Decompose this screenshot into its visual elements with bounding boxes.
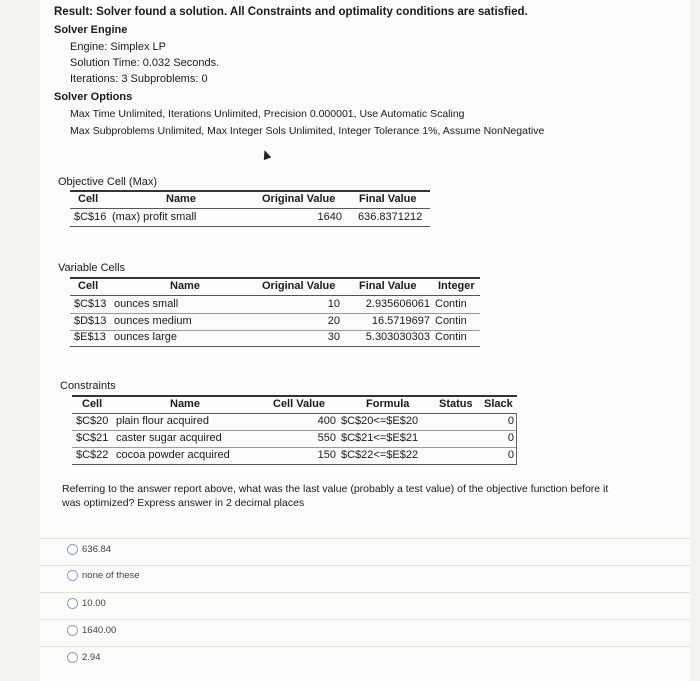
option-4-label: 1640.00 [82,625,117,636]
variables-row-1-original: 10 [327,298,340,310]
variables-row-rule [70,313,480,314]
option-divider [40,565,690,566]
variables-header-name: Name [170,280,200,292]
constraints-bottom-rule [72,464,517,465]
variables-row-2-name: ounces medium [114,315,192,327]
constraints-header-formula: Formula [366,398,410,410]
variables-row-3-cell: $E$13 [74,331,106,343]
radio-button[interactable] [67,625,78,636]
variables-row-2-cell: $D$13 [74,315,107,327]
variables-row-2-integer: Contin [435,315,467,327]
variables-header-final: Final Value [359,280,417,292]
objective-row-name: (max) profit small [112,211,197,223]
constraints-header-cell: Cell [82,398,103,410]
constraints-row-rule [72,447,517,448]
engine-value: Engine: Simplex LP [70,41,166,53]
objective-row-original: 1640 [317,211,342,223]
constraints-row-2-cell: $C$21 [76,432,109,444]
variables-row-3-original: 30 [327,331,340,343]
variables-row-3-final: 5.303030303 [365,331,430,343]
option-divider [40,538,690,539]
variables-title: Variable Cells [58,262,126,274]
objective-row-cell: $C$16 [74,211,107,223]
constraints-row-3-slack: 0 [507,449,514,461]
option-divider [40,592,690,593]
constraints-row-3-cell: $C$22 [76,449,109,461]
variables-row-1-name: ounces small [114,298,179,310]
constraints-header-slack: Slack [484,398,513,410]
iterations: Iterations: 3 Subproblems: 0 [70,73,208,85]
variables-top-rule [70,277,480,279]
question-line-1: Referring to the answer report above, what was the last value (probably a test value) of the objective function before it [62,483,609,495]
constraints-row-1-value: 400 [317,415,336,427]
objective-row-final: 636.8371212 [358,211,423,223]
variables-row-2-final: 16.5719697 [371,315,430,327]
result-text: Result: Solver found a solution. All Constraints and optimality conditions are satisfied. [54,6,528,18]
objective-header-cell: Cell [78,193,99,205]
objective-bottom-rule [70,226,430,227]
constraints-row-1-cell: $C$20 [76,415,109,427]
constraints-row-3-name: cocoa powder acquired [116,449,230,461]
screenshot-page [40,0,690,681]
constraints-row-3-formula: $C$22<=$E$22 [341,449,419,461]
options-heading: Solver Options [54,91,133,103]
options-line-2: Max Subproblems Unlimited, Max Integer Sols Unlimited, Integer Tolerance 1%, Assume NonNegative [70,125,545,137]
variables-bottom-rule [70,346,480,347]
constraints-row-1-formula: $C$20<=$E$20 [341,415,419,427]
constraints-row-2-name: caster sugar acquired [116,432,222,444]
option-1-label: 636.84 [82,544,112,555]
variables-row-2-original: 20 [327,315,340,327]
variables-header-rule [70,295,480,296]
constraints-row-1-name: plain flour acquired [116,415,209,427]
objective-header-name: Name [166,193,196,205]
constraints-row-3-value: 150 [317,449,336,461]
question-line-2: was optimized? Express answer in 2 decimal places [62,497,305,509]
constraints-header-value: Cell Value [273,398,325,410]
option-5-label: 2.94 [82,652,101,663]
slack-column-border [516,413,517,464]
options-line-1: Max Time Unlimited, Iterations Unlimited, Precision 0.000001, Use Automatic Scaling [70,108,465,120]
variables-header-integer: Integer [438,280,475,292]
constraints-row-rule [72,430,517,431]
solution-time: Solution Time: 0.032 Seconds. [70,57,220,69]
objective-header-rule [70,208,430,209]
constraints-header-status: Status [439,398,473,410]
radio-button[interactable] [67,544,78,555]
variables-row-1-integer: Contin [435,298,467,310]
objective-title: Objective Cell (Max) [58,176,158,188]
variables-row-1-final: 2.935606061 [365,298,430,310]
variables-row-3-name: ounces large [114,331,177,343]
constraints-row-2-value: 550 [317,432,336,444]
option-divider [40,619,690,620]
variables-header-original: Original Value [262,280,336,292]
constraints-header-name: Name [170,398,200,410]
option-2-label: none of these [82,570,140,581]
objective-top-rule [70,190,430,192]
constraints-row-2-slack: 0 [507,432,514,444]
constraints-title: Constraints [60,380,116,392]
objective-header-original: Original Value [262,193,336,205]
option-divider [40,646,690,647]
variables-row-1-cell: $C$13 [74,298,107,310]
objective-header-final: Final Value [359,193,417,205]
variables-row-3-integer: Contin [435,331,467,343]
constraints-header-rule [72,413,517,414]
radio-button[interactable] [67,570,78,581]
engine-heading: Solver Engine [54,24,128,36]
variables-header-cell: Cell [78,280,99,292]
radio-button[interactable] [67,598,78,609]
radio-button[interactable] [67,652,78,663]
constraints-row-2-formula: $C$21<=$E$21 [341,432,419,444]
mouse-cursor-icon [261,149,272,160]
option-3-label: 10.00 [82,598,106,609]
constraints-top-rule [72,395,517,397]
constraints-row-1-slack: 0 [507,415,514,427]
